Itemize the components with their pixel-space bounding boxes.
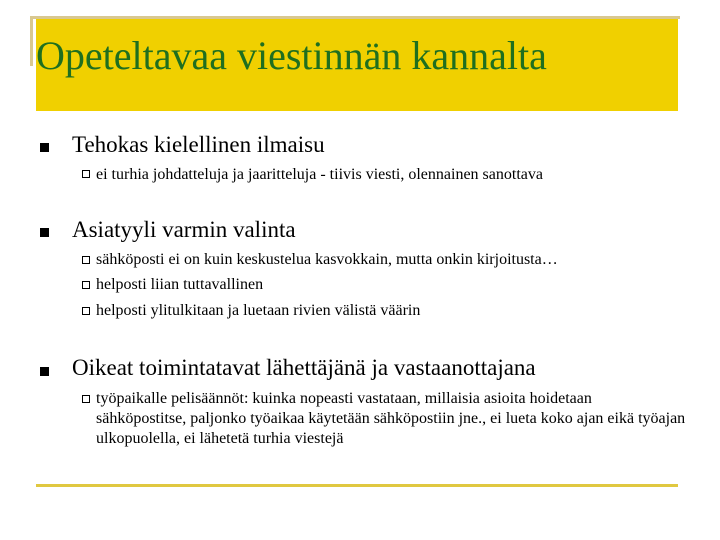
item-bullet-icon bbox=[82, 170, 90, 178]
section-heading: Asiatyyli varmin valinta bbox=[72, 217, 296, 242]
bottom-divider bbox=[36, 484, 678, 487]
slide-title: Opeteltavaa viestinnän kannalta bbox=[36, 33, 547, 78]
section-heading: Tehokas kielellinen ilmaisu bbox=[72, 132, 325, 157]
list-item: helposti ylitulkitaan ja luetaan rivien välistä väärin bbox=[96, 302, 421, 319]
section-bullet-icon bbox=[40, 367, 49, 376]
list-item: helposti liian tuttavallinen bbox=[96, 276, 264, 293]
item-bullet-icon bbox=[82, 307, 90, 315]
section-bullet-icon bbox=[40, 228, 49, 237]
section-heading: Oikeat toimintatavat lähettäjänä ja vastaanottajana bbox=[72, 355, 536, 380]
section-bullet-icon bbox=[40, 143, 49, 152]
list-item: sähköposti ei on kuin keskustelua kasvokkain, mutta onkin kirjoitusta… bbox=[96, 251, 558, 268]
list-item: työpaikalle pelisäännöt: kuinka nopeasti vastataan, millaisia asioita hoidetaan sähköpostitse, paljonko työaikaa käytetään sähköpostiin jne., ei lueta koko ajan eikä työajan ulkopuolella, ei lähetetä turhia viestejä bbox=[96, 390, 686, 447]
item-bullet-icon bbox=[82, 395, 90, 403]
list-item: ei turhia johdatteluja ja jaaritteluja - tiivis viesti, olennainen sanottava bbox=[96, 166, 543, 183]
item-bullet-icon bbox=[82, 256, 90, 264]
item-bullet-icon bbox=[82, 281, 90, 289]
